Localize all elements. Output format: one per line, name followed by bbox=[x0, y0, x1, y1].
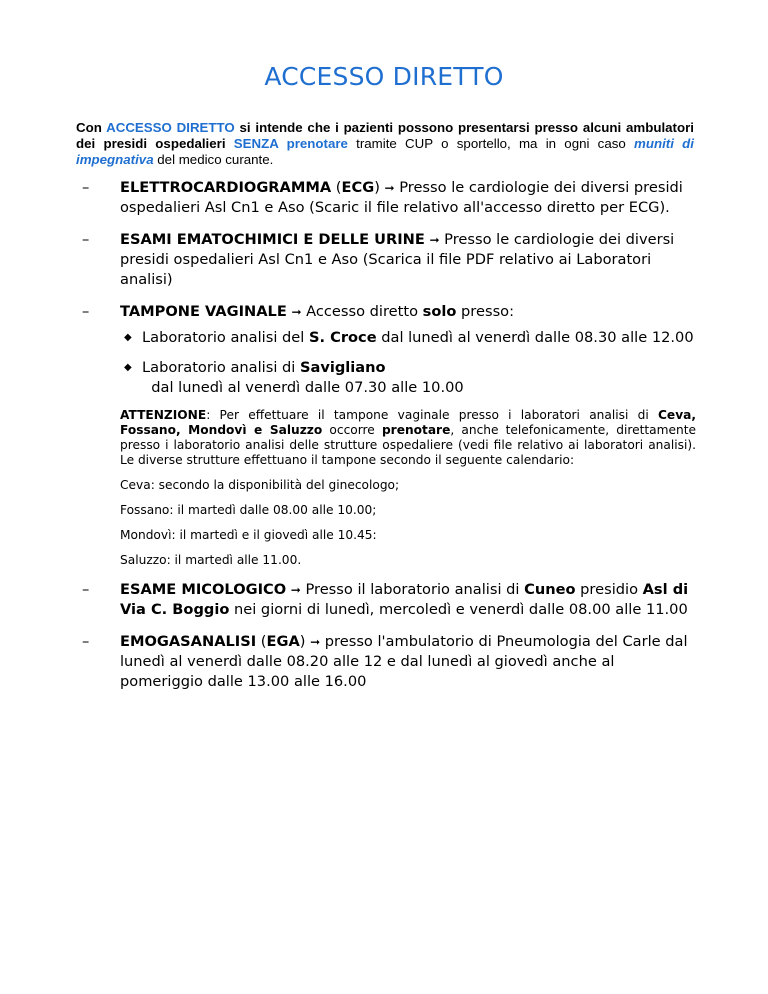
intro-accesso-diretto: ACCESSO DIRETTO bbox=[106, 120, 235, 135]
calendar-line-ceva: Ceva: secondo la disponibilità del ginecologo; bbox=[120, 478, 400, 492]
item-bold: ECG bbox=[341, 179, 375, 196]
item-text: ) bbox=[374, 179, 385, 196]
item-heading: ESAME MICOLOGICO bbox=[120, 581, 287, 598]
intro-muniti: muniti di impegnativa bbox=[76, 136, 694, 167]
item-heading: ELETTROCARDIOGRAMMA bbox=[120, 179, 332, 196]
calendar-line-mondovi: Mondovì: il martedì e il giovedì alle 10.45: bbox=[120, 528, 377, 542]
arrow-icon: ➞ bbox=[384, 181, 395, 195]
list-item-esame-micologico bbox=[76, 580, 696, 620]
sub-item-text: dal lunedì al venerdì dalle 07.30 alle 10.00 bbox=[142, 379, 464, 396]
note-text: occorre bbox=[322, 423, 382, 437]
item-text: Presso il laboratorio analisi di bbox=[300, 581, 525, 598]
sub-item-text: Laboratorio analisi del bbox=[142, 329, 309, 346]
sub-item-bold: Savigliano bbox=[299, 359, 386, 376]
note-text: , anche telefonicamente, direttamente presso i laboratorio analisi delle strutture ospedaliere (vedi file relativo ai laboratori analisi). Le diverse strutture effettuano il tampone secondo il seguente calendario: bbox=[120, 423, 696, 467]
item-heading: TAMPONE VAGINALE bbox=[120, 303, 287, 320]
item-heading: ESAMI EMATOCHIMICI E DELLE URINE bbox=[120, 231, 425, 248]
dash-marker: – bbox=[82, 581, 90, 598]
item-text: Presso le cardiologie dei diversi presidi ospedalieri Asl Cn1 e Aso (Scarica il file PDF relativo ai Laboratori analisi) bbox=[120, 231, 675, 288]
item-text: Accesso diretto bbox=[301, 303, 423, 320]
attenzione-note bbox=[120, 408, 696, 468]
intro-senza-prenotare: SENZA prenotare bbox=[233, 136, 348, 151]
item-text: nei giorni di lunedì, mercoledì e venerdì dalle 08.00 alle 11.00 bbox=[229, 601, 688, 618]
sub-item-text: Laboratorio analisi di bbox=[142, 359, 300, 376]
intro-text-3: tramite CUP o sportello, ma in ogni caso bbox=[347, 136, 635, 151]
item-text: ( bbox=[256, 633, 267, 650]
arrow-icon: ➞ bbox=[290, 583, 301, 597]
diamond-bullet-icon: ◆ bbox=[124, 332, 132, 343]
dash-marker: – bbox=[82, 303, 90, 320]
arrow-icon: ➞ bbox=[429, 233, 440, 247]
tampone-locations bbox=[76, 328, 696, 398]
item-heading: EMOGASANALISI bbox=[120, 633, 257, 650]
sub-item-bold: S. Croce bbox=[308, 329, 377, 346]
item-text: presidio bbox=[575, 581, 643, 598]
page-title: ACCESSO DIRETTO bbox=[264, 62, 504, 91]
item-text: presso: bbox=[456, 303, 515, 320]
list-item-emogasanalisi bbox=[76, 632, 696, 692]
sub-item-savigliano bbox=[76, 358, 696, 398]
intro-paragraph bbox=[76, 120, 694, 168]
dash-marker: – bbox=[82, 231, 90, 248]
dash-marker: – bbox=[82, 179, 90, 196]
item-text: ( bbox=[331, 179, 342, 196]
sub-item-text: dal lunedì al venerdì dalle 08.30 alle 12.00 bbox=[376, 329, 694, 346]
dash-marker: – bbox=[82, 633, 90, 650]
item-text: presso l'ambulatorio di Pneumologia del Carle dal lunedì al venerdì dalle 08.20 alle 12 e dal lunedì al giovedì anche al pomeriggio dalle 13.00 alle 16.00 bbox=[120, 633, 688, 690]
diamond-bullet-icon: ◆ bbox=[124, 362, 132, 373]
calendar-line-saluzzo: Saluzzo: il martedì alle 11.00. bbox=[120, 553, 302, 567]
note-text: : Per effettuare il tampone vaginale presso i laboratori analisi di bbox=[206, 408, 658, 422]
item-bold: solo bbox=[422, 303, 457, 320]
list-item-tampone-vaginale bbox=[76, 302, 696, 322]
arrow-icon: ➞ bbox=[310, 635, 321, 649]
arrow-icon: ➞ bbox=[291, 305, 302, 319]
list-item-ecg bbox=[76, 178, 696, 218]
item-bold: Cuneo bbox=[524, 581, 576, 598]
sub-item-s-croce bbox=[76, 328, 696, 348]
item-bold: EGA bbox=[266, 633, 300, 650]
intro-text-2: si intende che i pazienti possono presentarsi presso alcuni ambulatori dei presidi ospedalieri bbox=[76, 120, 694, 151]
intro-text-1: Con bbox=[76, 120, 107, 135]
item-bold: Asl di Via C. Boggio bbox=[120, 581, 689, 618]
access-list bbox=[76, 178, 696, 704]
intro-text-4: del medico curante. bbox=[153, 152, 274, 167]
note-places: Ceva, Fossano, Mondovì e Saluzzo bbox=[120, 408, 696, 437]
list-item-esami-ematochimici bbox=[76, 230, 696, 290]
attenzione-label: ATTENZIONE bbox=[120, 408, 207, 422]
item-text: ) bbox=[299, 633, 311, 650]
calendar-line-fossano: Fossano: il martedì dalle 08.00 alle 10.00; bbox=[120, 503, 377, 517]
item-text: Presso le cardiologie dei diversi presidi ospedalieri Asl Cn1 e Aso (Scaric il file relativo all'accesso diretto per ECG). bbox=[120, 179, 683, 216]
note-prenotare: prenotare bbox=[381, 423, 451, 437]
